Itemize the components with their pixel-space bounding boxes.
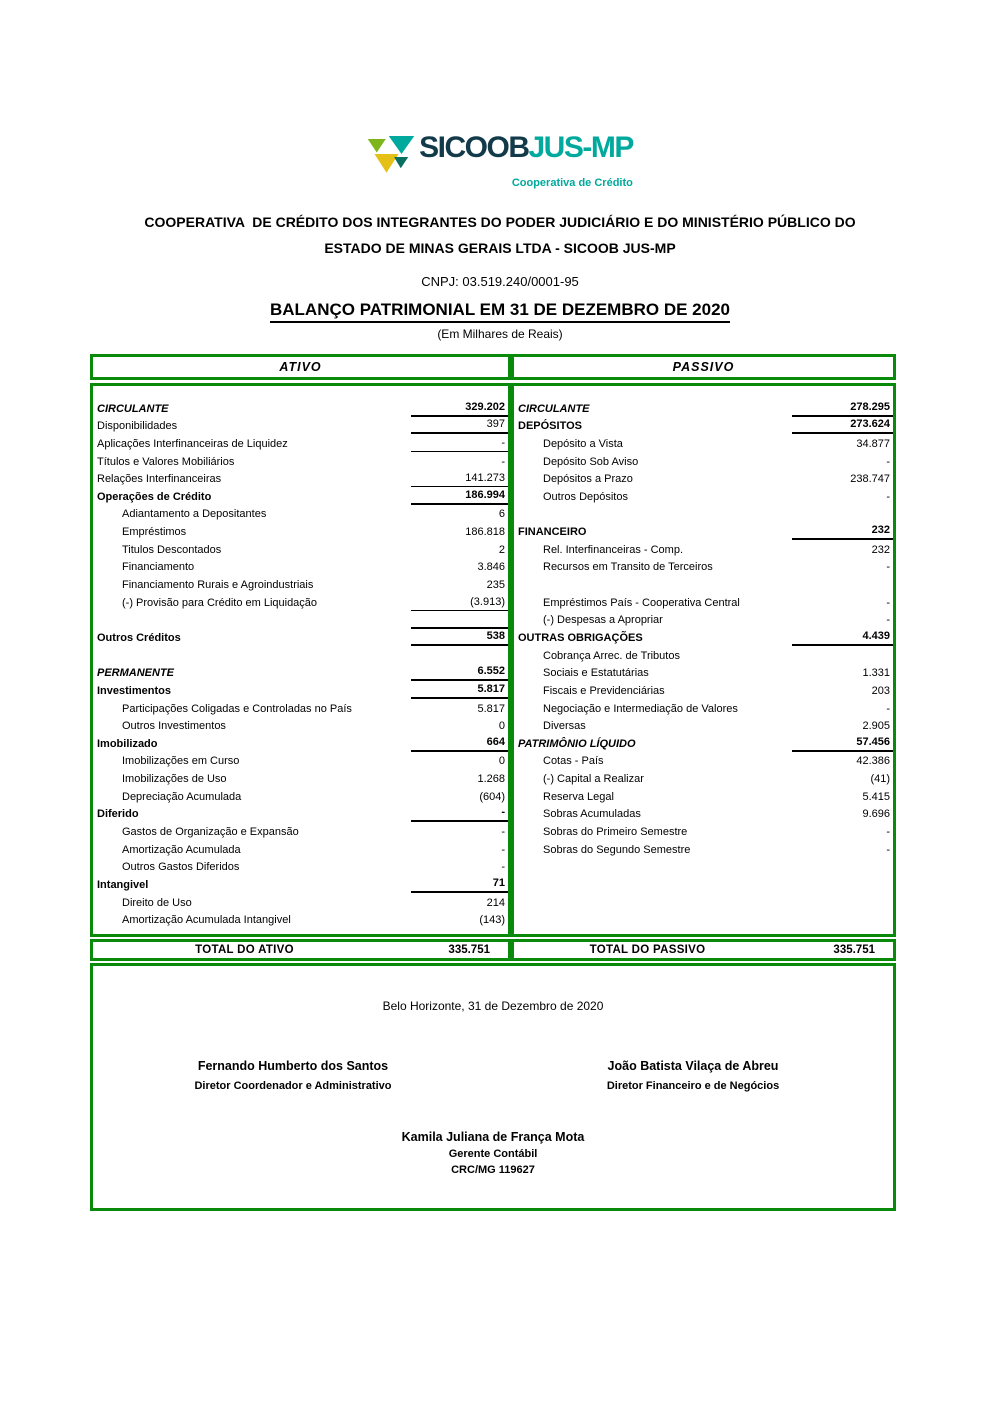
passivo-column-header: PASSIVO <box>511 354 896 380</box>
table-row <box>514 769 893 787</box>
ativo-row-value: 71 <box>411 877 508 893</box>
passivo-body <box>511 383 896 937</box>
table-row <box>93 875 508 893</box>
passivo-row-label: Sociais e Estatutárias <box>543 667 649 680</box>
table-row <box>93 611 508 629</box>
ativo-row-value: - <box>501 455 505 468</box>
passivo-row-label <box>514 873 518 875</box>
ativo-row-value: 214 <box>486 896 505 909</box>
ativo-row-label: Relações Interfinanceiras <box>97 473 222 486</box>
passivo-row-label: Reserva Legal <box>543 790 614 803</box>
passivo-row-value <box>792 873 893 875</box>
ativo-row-label: Financiamento <box>122 561 195 574</box>
passivo-row-value: 5.415 <box>862 790 890 803</box>
total-passivo-label: TOTAL DO PASSIVO <box>589 944 706 957</box>
passivo-row-label: DEPÓSITOS <box>518 420 582 433</box>
ativo-row-value: - <box>501 843 505 856</box>
table-row <box>514 522 893 540</box>
table-row <box>514 593 893 611</box>
table-row <box>514 487 893 505</box>
ativo-row-value: 5.817 <box>477 702 505 715</box>
total-ativo-value: 335.751 <box>448 944 490 957</box>
passivo-row-label: Outros Depósitos <box>543 490 628 503</box>
table-row <box>93 487 508 505</box>
ativo-row-value: 1.268 <box>477 773 505 786</box>
total-passivo-value: 335.751 <box>833 944 875 957</box>
ativo-row-label: Outros Gastos Diferidos <box>122 861 240 874</box>
table-row <box>514 699 893 717</box>
ativo-row-label: Amortização Acumulada <box>122 843 241 856</box>
passivo-row-label: Negociação e Intermediação de Valores <box>543 702 738 715</box>
table-row <box>93 540 508 558</box>
ativo-row-label: (-) Provisão para Crédito em Liquidação <box>122 596 318 609</box>
signer-crc: CRC/MG 119627 <box>451 1164 535 1177</box>
ativo-row-label <box>93 626 97 628</box>
ativo-row-value: 0 <box>498 755 505 768</box>
ativo-row-value: 3.846 <box>477 561 505 574</box>
passivo-row-label: PATRIMÔNIO LÍQUIDO <box>518 737 636 750</box>
balance-table <box>90 354 896 1211</box>
ativo-row-label: CIRCULANTE <box>97 402 169 415</box>
ativo-row-value: (143) <box>479 914 505 927</box>
document-title: BALANÇO PATRIMONIAL EM 31 DE DEZEMBRO DE 2020 <box>270 300 730 323</box>
ativo-column-header: ATIVO <box>90 354 511 380</box>
table-row <box>93 734 508 752</box>
table-row <box>93 893 508 911</box>
passivo-row-label: Rel. Interfinanceiras - Comp. <box>543 543 683 556</box>
table-row <box>93 769 508 787</box>
signer-name: Fernando Humberto dos Santos <box>197 1059 389 1074</box>
table-row <box>93 699 508 717</box>
passivo-row-label: Depósitos a Prazo <box>543 473 633 486</box>
table-row <box>514 628 893 646</box>
passivo-row-value: 34.877 <box>856 437 890 450</box>
passivo-row-label: Cotas - País <box>543 755 604 768</box>
signature-left <box>93 1059 493 1092</box>
passivo-row-value: 42.386 <box>856 755 890 768</box>
document-subtitle: (Em Milhares de Reais) <box>437 327 563 341</box>
ativo-row-value: 329.202 <box>411 401 508 417</box>
table-row <box>514 452 893 470</box>
ativo-row-label: Outros Investimentos <box>122 720 226 733</box>
passivo-row-value: - <box>886 561 890 574</box>
ativo-row-label: Títulos e Valores Mobiliários <box>97 455 235 468</box>
passivo-row-label <box>514 891 518 893</box>
passivo-row-label: OUTRAS OBRIGAÇÕES <box>518 631 643 644</box>
table-row <box>93 681 508 699</box>
place-date: Belo Horizonte, 31 de Dezembro de 2020 <box>382 999 604 1014</box>
passivo-row-label <box>514 591 518 593</box>
table-row <box>93 505 508 523</box>
table-row <box>93 858 508 876</box>
table-row <box>93 646 508 664</box>
signer-title: Diretor Financeiro e de Negócios <box>606 1080 780 1093</box>
passivo-row-value: - <box>886 843 890 856</box>
table-row <box>93 593 508 611</box>
passivo-row-value: 57.456 <box>792 736 893 752</box>
passivo-row-value: 1.331 <box>862 667 890 680</box>
passivo-row-value: 278.295 <box>792 401 893 417</box>
table-row <box>514 893 893 911</box>
passivo-row-label: Sobras do Segundo Semestre <box>543 843 691 856</box>
total-ativo-row <box>90 939 511 961</box>
passivo-row-label: Cobrança Arrec. de Tributos <box>543 649 680 662</box>
passivo-row-label: Sobras Acumuladas <box>543 808 641 821</box>
ativo-row-label: Amortização Acumulada Intangivel <box>122 914 291 927</box>
passivo-row-value <box>792 909 893 911</box>
signer-title: Gerente Contábil <box>448 1148 538 1161</box>
table-row <box>93 628 508 646</box>
signer-name: Kamila Juliana de França Mota <box>401 1130 585 1145</box>
passivo-row-value: - <box>886 614 890 627</box>
ativo-row-label: Diferido <box>97 808 139 821</box>
ativo-row-value: 186.818 <box>465 526 505 539</box>
passivo-row-label: Recursos em Transito de Terceiros <box>543 561 713 574</box>
table-row <box>514 558 893 576</box>
ativo-row-label <box>93 662 97 664</box>
signature-center <box>93 1130 893 1176</box>
ativo-row-value: - <box>501 826 505 839</box>
passivo-row-label <box>514 926 518 928</box>
passivo-row-value: 232 <box>871 543 890 556</box>
table-row <box>93 752 508 770</box>
ativo-row-label: Financiamento Rurais e Agroindustriais <box>122 579 314 592</box>
table-row <box>514 399 893 417</box>
table-row <box>93 787 508 805</box>
passivo-row-label: CIRCULANTE <box>518 402 590 415</box>
ativo-row-value: 2 <box>498 543 505 556</box>
ativo-row-value: (604) <box>479 790 505 803</box>
table-row <box>93 822 508 840</box>
ativo-row-value: 0 <box>498 720 505 733</box>
passivo-row-label <box>514 520 518 522</box>
table-row <box>93 911 508 929</box>
ativo-row-value: 397 <box>411 418 508 434</box>
ativo-row-label: Outros Créditos <box>97 631 181 644</box>
sicoob-wordmark <box>419 132 633 199</box>
table-row <box>93 575 508 593</box>
ativo-row-value: 6 <box>498 508 505 521</box>
table-row <box>93 522 508 540</box>
table-row <box>514 734 893 752</box>
ativo-row-label: Participações Coligadas e Controladas no País <box>122 702 352 715</box>
table-row <box>514 875 893 893</box>
ativo-row-value: 186.994 <box>411 489 508 505</box>
total-passivo-row <box>511 939 896 961</box>
ativo-row-value: 538 <box>411 627 508 646</box>
sicoob-chevrons-icon <box>367 134 415 180</box>
ativo-row-label: Disponibilidades <box>97 420 178 433</box>
passivo-row-label: Empréstimos País - Cooperativa Central <box>543 596 740 609</box>
signer-name: João Batista Vilaça de Abreu <box>607 1059 779 1074</box>
table-row <box>514 840 893 858</box>
table-row <box>514 417 893 435</box>
sicoob-logo <box>0 0 1000 199</box>
ativo-row-label: Investimentos <box>97 684 171 697</box>
passivo-row-value <box>792 591 893 593</box>
passivo-row-value: 4.439 <box>792 630 893 646</box>
passivo-row-value <box>792 926 893 928</box>
company-name-line2: ESTADO DE MINAS GERAIS LTDA - SICOOB JUS-MP <box>324 240 676 256</box>
ativo-row-label: Imobilizado <box>97 737 158 750</box>
ativo-row-label: Operações de Crédito <box>97 490 212 503</box>
table-row <box>93 434 508 452</box>
table-row <box>93 717 508 735</box>
passivo-row-label: (-) Capital a Realizar <box>543 773 644 786</box>
table-row <box>93 805 508 823</box>
table-row <box>514 717 893 735</box>
table-row <box>514 434 893 452</box>
ativo-row-label: Aplicações Interfinanceiras de Liquidez <box>97 437 288 450</box>
passivo-row-label: (-) Despesas a Apropriar <box>543 614 663 627</box>
table-row <box>514 505 893 523</box>
ativo-row-label: PERMANENTE <box>97 667 175 680</box>
cnpj-text: CNPJ: 03.519.240/0001-95 <box>421 274 579 289</box>
table-row <box>93 452 508 470</box>
ativo-row-value: 141.273 <box>411 472 508 487</box>
signature-box <box>90 963 896 1211</box>
table-row <box>514 611 893 629</box>
table-row <box>514 681 893 699</box>
table-row <box>514 858 893 876</box>
table-row <box>514 787 893 805</box>
table-row <box>514 575 893 593</box>
ativo-row-label: Imobilizações em Curso <box>122 755 240 768</box>
ativo-row-label: Adiantamento a Depositantes <box>122 508 267 521</box>
table-row <box>514 805 893 823</box>
table-row <box>93 664 508 682</box>
passivo-row-value: - <box>886 455 890 468</box>
passivo-row-label: Depósito a Vista <box>543 437 623 450</box>
passivo-row-label: FINANCEIRO <box>518 526 587 539</box>
signer-title: Diretor Coordenador e Administrativo <box>194 1080 392 1093</box>
ativo-row-label: Titulos Descontados <box>122 543 222 556</box>
ativo-row-value: 235 <box>486 579 505 592</box>
ativo-row-value: 5.817 <box>411 683 508 699</box>
passivo-row-value: (41) <box>870 773 890 786</box>
table-row <box>514 470 893 488</box>
ativo-row-label: Imobilizações de Uso <box>122 773 227 786</box>
passivo-row-value: 9.696 <box>862 808 890 821</box>
table-row <box>93 417 508 435</box>
passivo-row-value: 2.905 <box>862 720 890 733</box>
ativo-body <box>90 383 511 937</box>
passivo-row-value: 273.624 <box>792 418 893 434</box>
ativo-row-label: Empréstimos <box>122 526 187 539</box>
passivo-row-label <box>514 909 518 911</box>
passivo-row-value <box>792 520 893 522</box>
table-row <box>93 558 508 576</box>
passivo-row-label: Diversas <box>543 720 586 733</box>
table-row <box>514 540 893 558</box>
ativo-row-value: 6.552 <box>411 665 508 681</box>
passivo-row-value: - <box>886 596 890 609</box>
passivo-row-label: Fiscais e Previdenciárias <box>543 684 665 697</box>
brand-suffix-text: JUS-MP <box>528 131 633 164</box>
total-ativo-label: TOTAL DO ATIVO <box>195 944 294 957</box>
table-row <box>93 840 508 858</box>
table-row <box>514 752 893 770</box>
passivo-row-value: - <box>886 490 890 503</box>
ativo-row-value: - <box>501 861 505 874</box>
ativo-row-value: - <box>411 437 508 452</box>
passivo-row-value: 203 <box>871 684 890 697</box>
table-row <box>93 470 508 488</box>
passivo-row-label: Depósito Sob Aviso <box>543 455 639 468</box>
brand-tagline: Cooperativa de Crédito <box>511 177 633 189</box>
ativo-row-label: Intangivel <box>97 878 149 891</box>
passivo-row-value <box>792 891 893 893</box>
ativo-row-value <box>411 662 508 664</box>
ativo-row-label: Depreciação Acumulada <box>122 790 242 803</box>
table-row <box>514 822 893 840</box>
passivo-row-value: - <box>886 702 890 715</box>
ativo-row-value: 664 <box>411 736 508 752</box>
table-row <box>93 399 508 417</box>
signature-right <box>493 1059 893 1092</box>
ativo-row-value: - <box>411 806 508 822</box>
ativo-row-label: Direito de Uso <box>122 896 192 909</box>
passivo-row-value <box>792 662 893 664</box>
ativo-row-value: (3.913) <box>411 596 508 611</box>
table-row <box>514 646 893 664</box>
table-row <box>514 911 893 929</box>
passivo-row-value: 238.747 <box>850 473 890 486</box>
ativo-row-label: Gastos de Organização e Expansão <box>122 826 299 839</box>
passivo-row-label: Sobras do Primeiro Semestre <box>543 826 688 839</box>
brand-text: SICOOB <box>419 131 529 164</box>
company-name-line1: COOPERATIVA DE CRÉDITO DOS INTEGRANTES DO PODER JUDICIÁRIO E DO MINISTÉRIO PÚBLICO DO <box>144 214 856 230</box>
table-row <box>514 664 893 682</box>
passivo-row-value: 232 <box>792 524 893 540</box>
passivo-row-value: - <box>886 826 890 839</box>
